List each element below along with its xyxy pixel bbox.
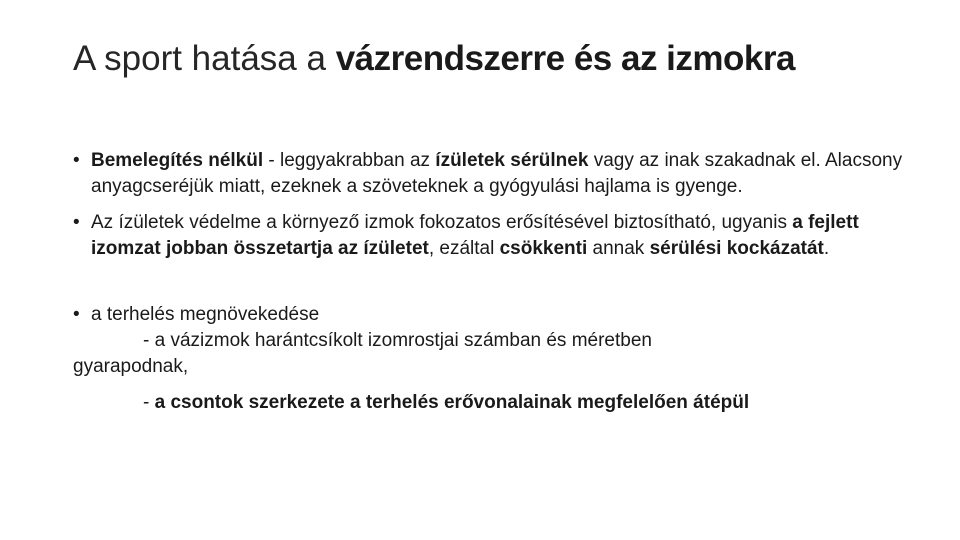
slide-title bbox=[73, 36, 795, 82]
bullet-load-increase: • a terhelés megnövekedése bbox=[73, 302, 903, 328]
title-bold: vázrendszerre és az izmokra bbox=[335, 39, 795, 78]
bold-text: ízületek sérülnek bbox=[435, 150, 589, 171]
slide-body bbox=[73, 148, 903, 416]
text: . bbox=[823, 238, 830, 259]
bullet-warmup bbox=[73, 148, 903, 200]
text: , ezáltal bbox=[428, 238, 500, 259]
text: - bbox=[143, 392, 155, 413]
text: Az ízületek védelme a környező izmok fokozatos erősítésével biztosítható, ugyanis bbox=[91, 212, 793, 233]
text: - a vázizmok harántcsíkolt izomrostjai számban és méretben bbox=[143, 330, 652, 351]
text: vagy az inak szakadnak el. Alacsony anyagcseréjük miatt, ezeknek a szöveteknek a gyógyulási hajlama is gyenge. bbox=[91, 150, 903, 197]
bold-text: a fejlett izomzat jobban összetartja az ízületet bbox=[91, 212, 859, 259]
text: annak bbox=[587, 238, 650, 259]
load-line-bones bbox=[73, 390, 903, 416]
bold-text: Bemelegítés nélkül bbox=[91, 150, 264, 171]
bold-text: csökkenti bbox=[499, 238, 588, 259]
bold-text: a csontok szerkezete a terhelés erővonalainak megfelelően átépül bbox=[154, 392, 750, 413]
bold-text: sérülési kockázatát bbox=[649, 238, 824, 259]
text: - leggyakrabban az bbox=[263, 150, 436, 171]
bullet-joint-protection bbox=[73, 210, 903, 262]
load-line-muscles bbox=[73, 328, 903, 380]
title-plain: A sport hatása a bbox=[73, 39, 326, 78]
text: gyarapodnak, bbox=[73, 356, 189, 377]
